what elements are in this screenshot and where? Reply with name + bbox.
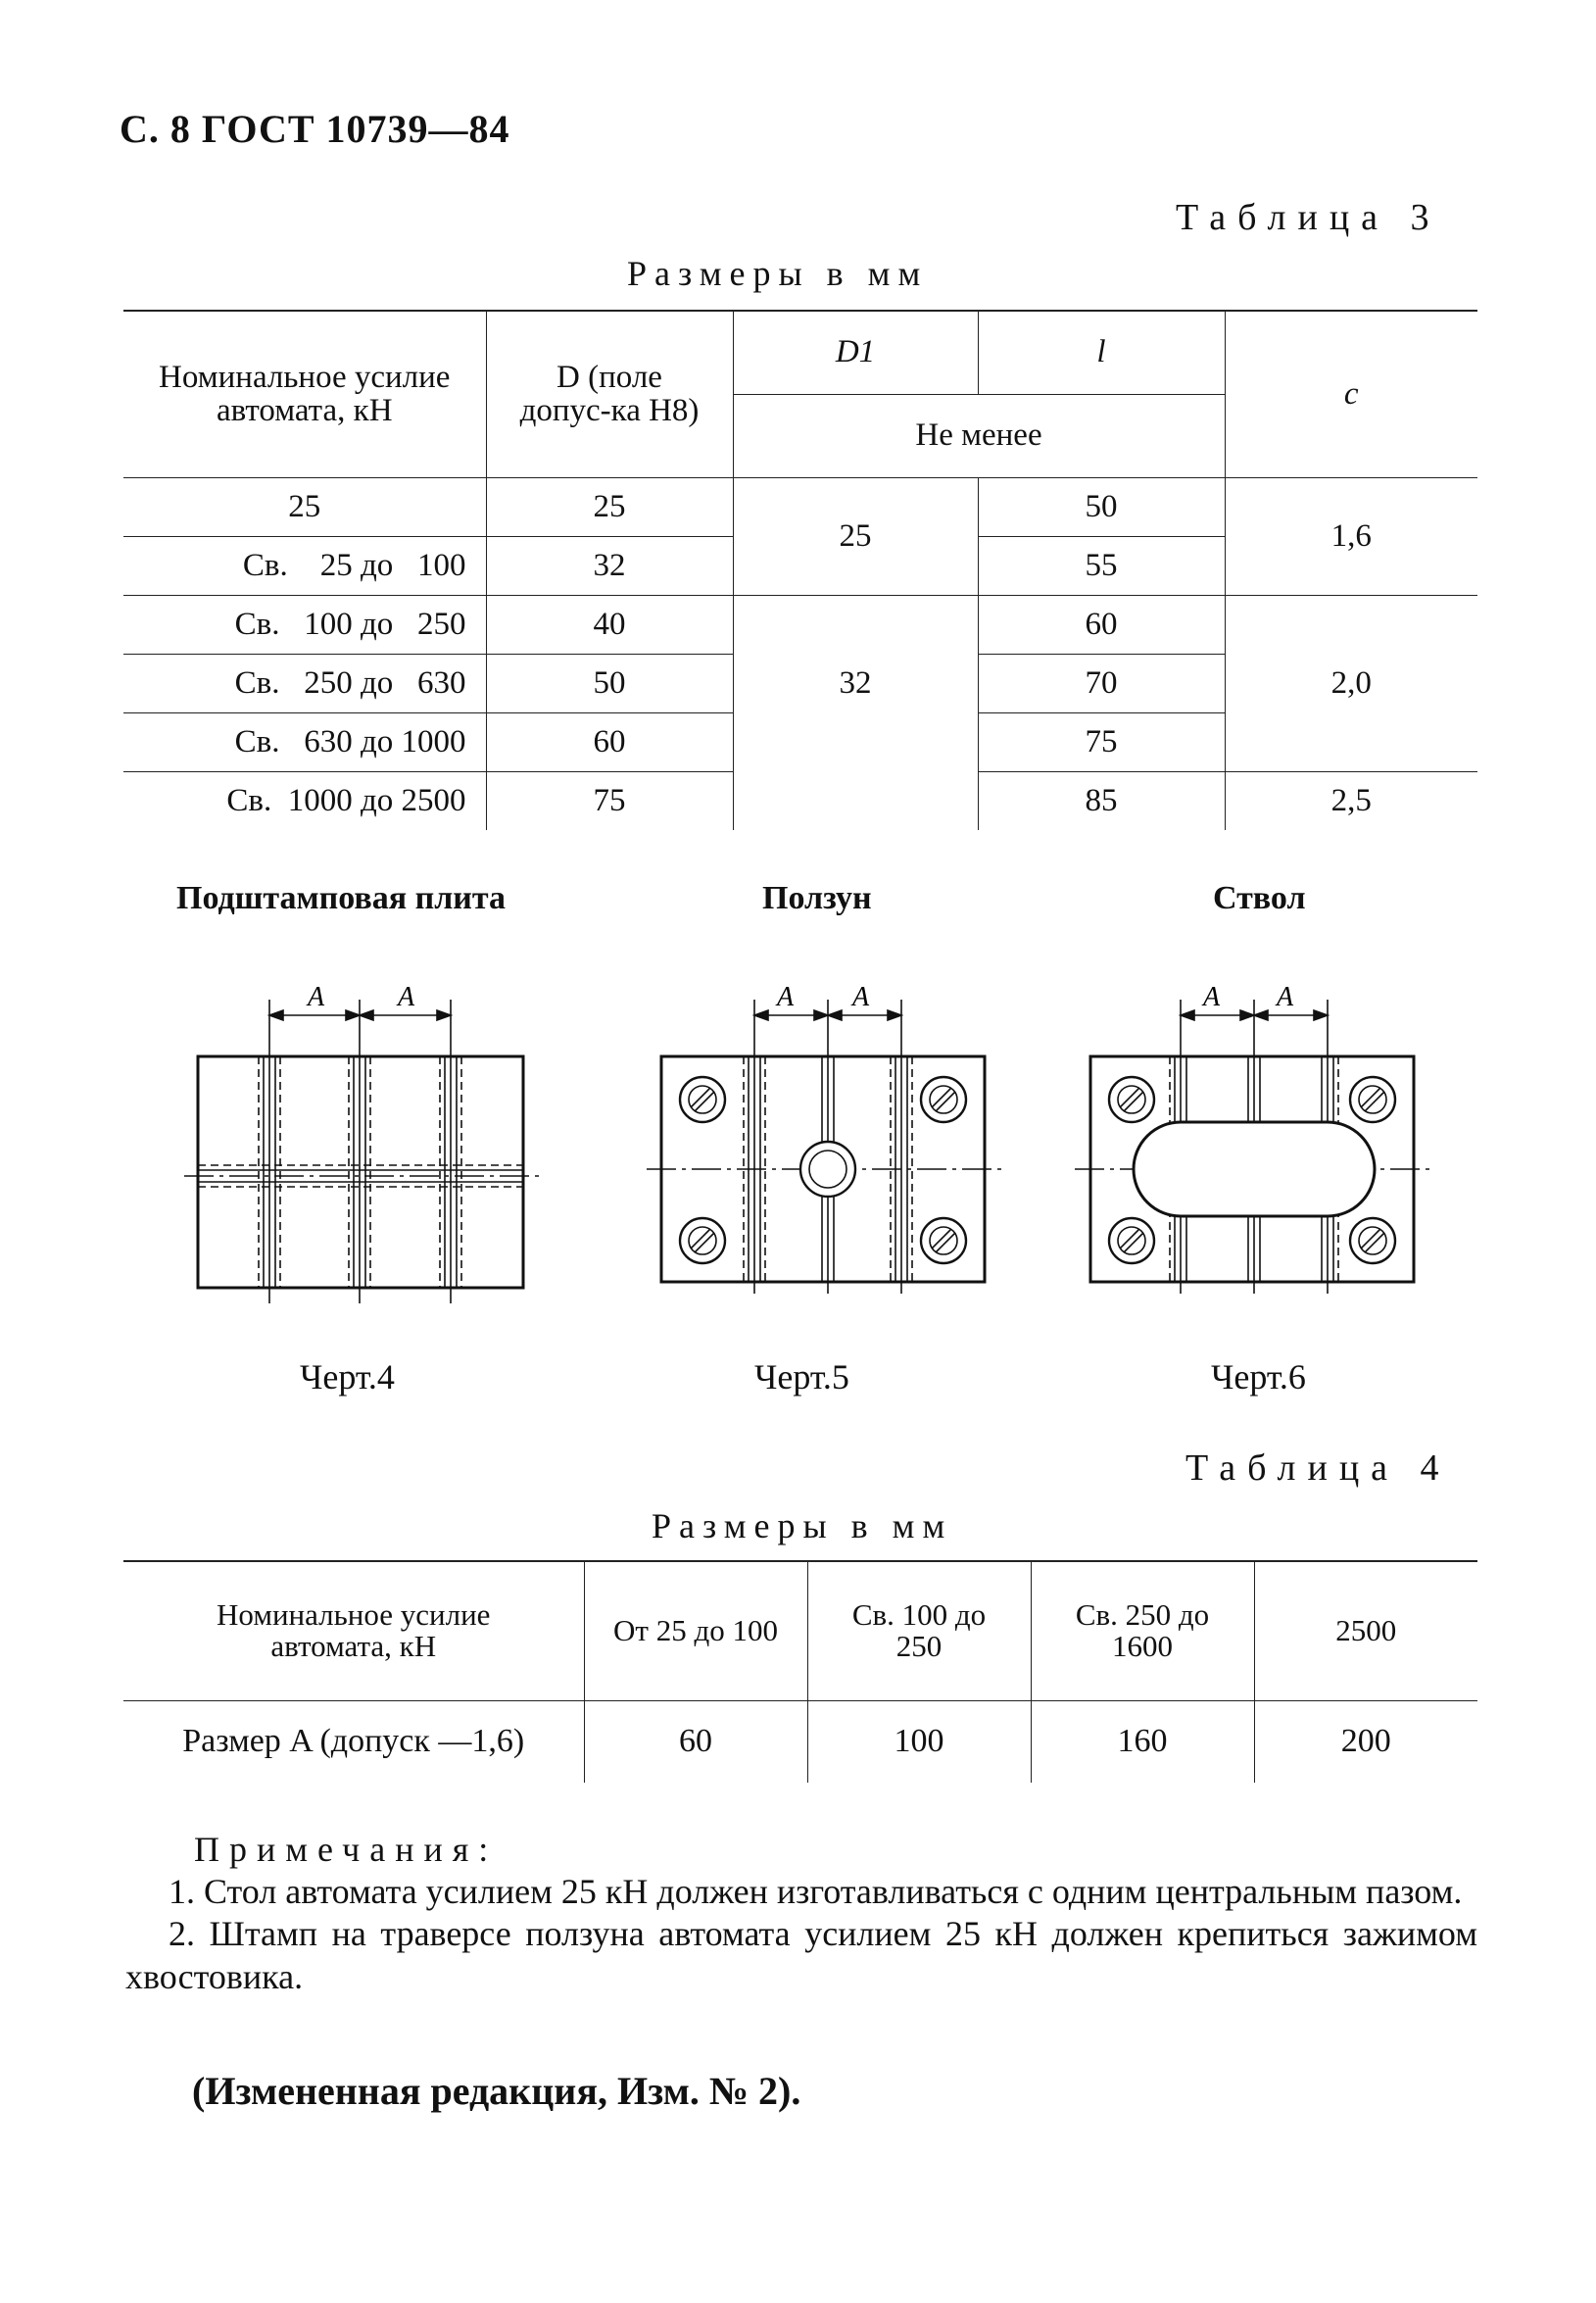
amendment: (Измененная редакция, Изм. № 2). (192, 2069, 801, 2113)
note-1: 1. Стол автомата усилием 25 кН должен изготавливаться с одним центральным пазом. (169, 1872, 1463, 1912)
fig4-drawing (176, 970, 549, 1323)
dim-label-a: A (777, 982, 795, 1012)
t3-row5-d: 60 (486, 712, 733, 771)
bolt-hole-icon (680, 1077, 725, 1122)
fig6-caption: Черт.6 (1211, 1357, 1306, 1396)
t4-row-label: Размер A (допуск —1,6) (123, 1700, 584, 1783)
t3-row5-force: Св. 630 до 1000 (123, 712, 486, 771)
t3-row6-d: 75 (486, 771, 733, 830)
fig5-title: Ползун (762, 880, 872, 916)
t3-row1-d: 25 (486, 477, 733, 536)
t3-head-d: D (поле допус-ка Н8) (486, 311, 733, 477)
dim-label-a: A (852, 982, 870, 1012)
dim-label-a: A (1277, 982, 1294, 1012)
bolt-hole-icon (1109, 1077, 1154, 1122)
t3-row3-force: Св. 100 до 250 (123, 595, 486, 654)
t3-row4-force: Св. 250 до 630 (123, 654, 486, 712)
t4-head-3: Св. 250 до 1600 (1031, 1561, 1254, 1700)
t3-head-d1: D1 (733, 311, 978, 394)
bolt-hole-icon (1350, 1218, 1395, 1263)
t4-head-2: Св. 100 до 250 (807, 1561, 1031, 1700)
bolt-hole-icon (921, 1077, 966, 1122)
table3-label: Таблица 3 (1176, 197, 1441, 238)
t3-head-c: c (1225, 311, 1477, 477)
fig4-caption: Черт.4 (300, 1357, 395, 1396)
t3-row4-d: 50 (486, 654, 733, 712)
t4-val-4: 200 (1254, 1700, 1477, 1783)
table3 (123, 310, 1477, 830)
t3-row5-l: 75 (978, 712, 1225, 771)
dim-label-a: A (308, 982, 325, 1012)
fig6-title: Ствол (1213, 880, 1306, 916)
t3-row3-d: 40 (486, 595, 733, 654)
table3-units: Размеры в мм (627, 254, 929, 293)
fig5-caption: Черт.5 (754, 1357, 849, 1396)
t3-head-l: l (978, 311, 1225, 394)
table4 (123, 1560, 1477, 1783)
fig4-title: Подштамповая плита (176, 880, 507, 916)
t4-val-3: 160 (1031, 1700, 1254, 1783)
table4-label: Таблица 4 (1185, 1447, 1451, 1489)
t3-head-force: Номинальное усилие автомата, кН (123, 311, 486, 477)
notes (125, 1829, 1477, 1998)
t3-row2-l: 55 (978, 536, 1225, 595)
table4-units: Размеры в мм (652, 1506, 953, 1545)
note-2: 2. Штамп на траверсе ползуна автомата усилием 25 кН должен крепиться зажимом хвостовика. (125, 1914, 1477, 1996)
t3-d1-b: 32 (733, 595, 978, 830)
t3-c-c: 2,5 (1225, 771, 1477, 830)
t3-head-not-less: Не менее (733, 394, 1225, 477)
t3-row6-l: 85 (978, 771, 1225, 830)
t3-row3-l: 60 (978, 595, 1225, 654)
t4-val-1: 60 (584, 1700, 807, 1783)
t3-row1-l: 50 (978, 477, 1225, 536)
t3-d1-a: 25 (733, 477, 978, 595)
t3-row4-l: 70 (978, 654, 1225, 712)
t4-head-4: 2500 (1254, 1561, 1477, 1700)
t3-row2-d: 32 (486, 536, 733, 595)
t4-head-1: От 25 до 100 (584, 1561, 807, 1700)
bolt-hole-icon (921, 1218, 966, 1263)
t3-c-a: 1,6 (1225, 477, 1477, 595)
t3-row6-force: Св. 1000 до 2500 (123, 771, 486, 830)
t4-val-2: 100 (807, 1700, 1031, 1783)
dim-label-a: A (1203, 982, 1221, 1012)
t4-head-force: Номинальное усилие автомата, кН (123, 1561, 584, 1700)
fig5-drawing (642, 970, 1014, 1323)
notes-title: Примечания: (194, 1830, 499, 1869)
dim-label-a: A (398, 982, 415, 1012)
page-header: С. 8 ГОСТ 10739—84 (120, 107, 510, 151)
t3-c-b: 2,0 (1225, 595, 1477, 771)
bolt-hole-icon (1109, 1218, 1154, 1263)
t3-row1-force: 25 (123, 477, 486, 536)
t3-row2-force: Св. 25 до 100 (123, 536, 486, 595)
bolt-hole-icon (680, 1218, 725, 1263)
fig6-drawing (1073, 970, 1445, 1323)
bolt-hole-icon (1350, 1077, 1395, 1122)
